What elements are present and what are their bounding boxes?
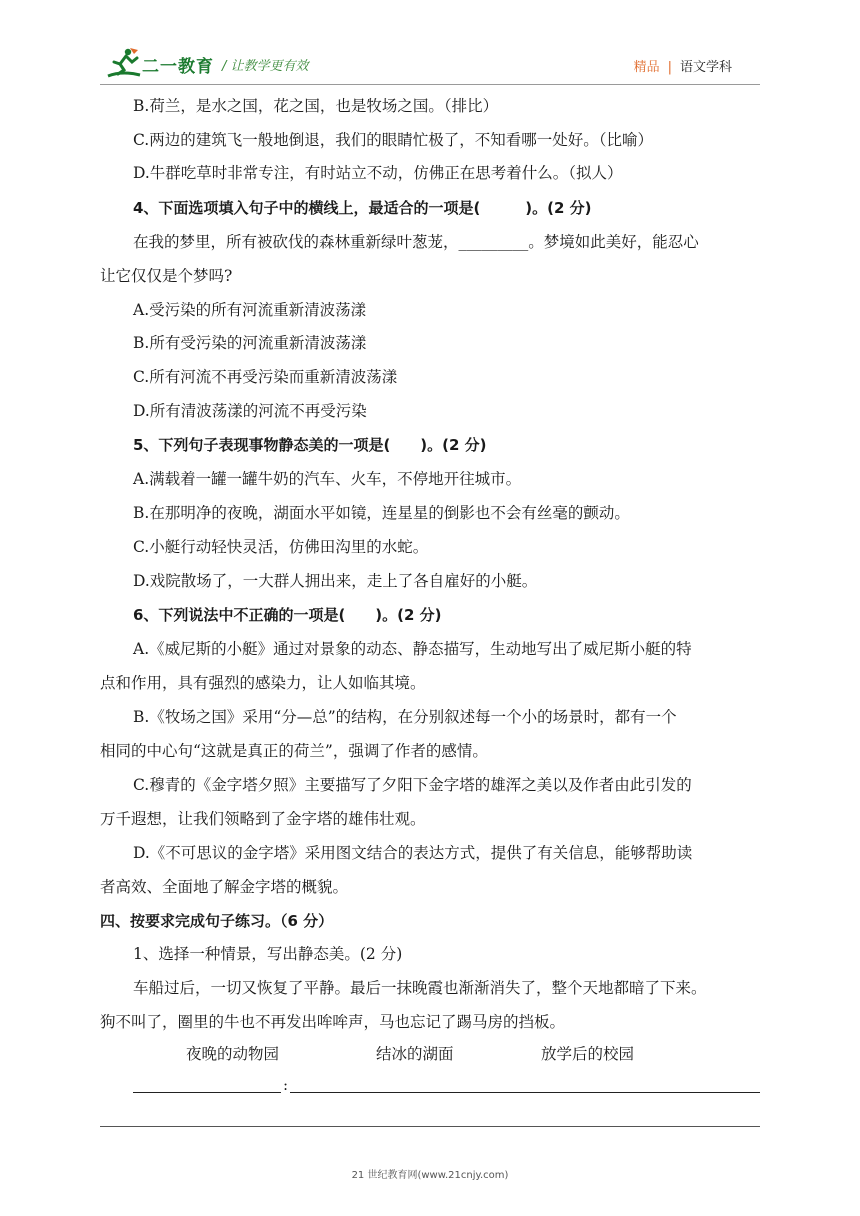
page-header	[100, 46, 760, 82]
footer-divider	[100, 1126, 760, 1127]
page-footer: 21 世纪教育网(www.21cnjy.com)	[351, 1170, 509, 1181]
option-line: D.《不可思议的金字塔》采用图文结合的表达方式，提供了有关信息，能够帮助读	[133, 844, 693, 862]
option-line: A.受污染的所有河流重新清波荡漾	[133, 301, 367, 319]
premium-label: 精品	[633, 60, 660, 75]
option-line: D.牛群吃草时非常专注，有时站立不动，仿佛正在思考着什么。（拟人）	[133, 164, 623, 182]
question-5-title: 5、下列句子表现事物静态美的一项是( )。(2 分)	[133, 436, 487, 454]
slogan: / 让教学更有效	[222, 59, 309, 74]
option-line: C.穆青的《金字塔夕照》主要描写了夕阳下金字塔的雄浑之美以及作者由此引发的	[133, 776, 692, 794]
question-4-title: 4、下面选项填入句子中的横线上，最适合的一项是( )。(2 分)	[133, 199, 592, 217]
scene-option-zoo: 夜晚的动物园	[186, 1045, 280, 1063]
subject-label: 语文学科	[679, 60, 732, 75]
option-line: B.《牧场之国》采用“分—总”的结构，在分别叙述每一个小的场景时，都有一个	[133, 708, 677, 726]
sample-passage: 车船过后，一切又恢复了平静。最后一抹晚霞也渐渐消失了，整个天地都暗了下来。	[133, 979, 707, 997]
question-4-stem: 让它仅仅是个梦吗?	[100, 267, 233, 285]
header-category	[634, 56, 732, 75]
option-line: A.满载着一罐一罐牛奶的汽车、火车，不停地开往城市。	[133, 470, 522, 488]
scene-option-lake: 结冰的湖面	[376, 1045, 454, 1063]
logo-text: 二一教育	[142, 57, 214, 77]
scene-answer-blank[interactable]	[133, 1092, 281, 1093]
option-line: 相同的中心句“这就是真正的荷兰”，强调了作者的感情。	[100, 742, 488, 760]
option-line: B.所有受污染的河流重新清波荡漾	[133, 334, 367, 352]
brand-logo	[104, 46, 224, 80]
option-line: B.荷兰，是水之国，花之国，也是牧场之国。（排比）	[133, 97, 499, 115]
option-line: 者高效、全面地了解金字塔的概貌。	[100, 878, 349, 896]
option-line: B.在那明净的夜晚，湖面水平如镜，连星星的倒影也不会有丝毫的颤动。	[133, 504, 630, 522]
sentence-answer-blank[interactable]	[290, 1092, 760, 1093]
header-separator: |	[667, 60, 672, 75]
option-line: D.戏院散场了，一大群人拥出来，走上了各自雇好的小艇。	[133, 572, 538, 590]
option-line: 万千遐想，让我们领略到了金字塔的雄伟壮观。	[100, 810, 426, 828]
option-line: C.所有河流不再受污染而重新清波荡漾	[133, 368, 398, 386]
option-line: C.两边的建筑飞一般地倒退，我们的眼睛忙极了，不知看哪一处好。（比喻）	[133, 131, 653, 149]
header-divider	[100, 84, 760, 85]
option-line: 点和作用，具有强烈的感染力，让人如临其境。	[100, 674, 426, 692]
option-line: D.所有清波荡漾的河流不再受污染	[133, 402, 367, 420]
question-6-title: 6、下列说法中不正确的一项是( )。(2 分)	[133, 606, 442, 624]
scene-option-campus: 放学后的校园	[541, 1045, 635, 1063]
runner-logo-icon	[104, 46, 144, 80]
section-4-title: 四、按要求完成句子练习。（6 分）	[100, 912, 334, 930]
question-4-stem: 在我的梦里，所有被砍伐的森林重新绿叶葱茏，_________。梦境如此美好，能忍心	[133, 233, 699, 251]
slogan-text: 让教学更有效	[230, 59, 309, 74]
task-1-title: 1、选择一种情景，写出静态美。(2 分)	[133, 945, 403, 963]
answer-colon: :	[283, 1076, 289, 1094]
option-line: A.《威尼斯的小艇》通过对景象的动态、静态描写，生动地写出了威尼斯小艇的特	[133, 640, 692, 658]
option-line: C.小艇行动轻快灵活，仿佛田沟里的水蛇。	[133, 538, 429, 556]
sample-passage: 狗不叫了，圈里的牛也不再发出哞哞声，马也忘记了踢马房的挡板。	[100, 1013, 566, 1031]
